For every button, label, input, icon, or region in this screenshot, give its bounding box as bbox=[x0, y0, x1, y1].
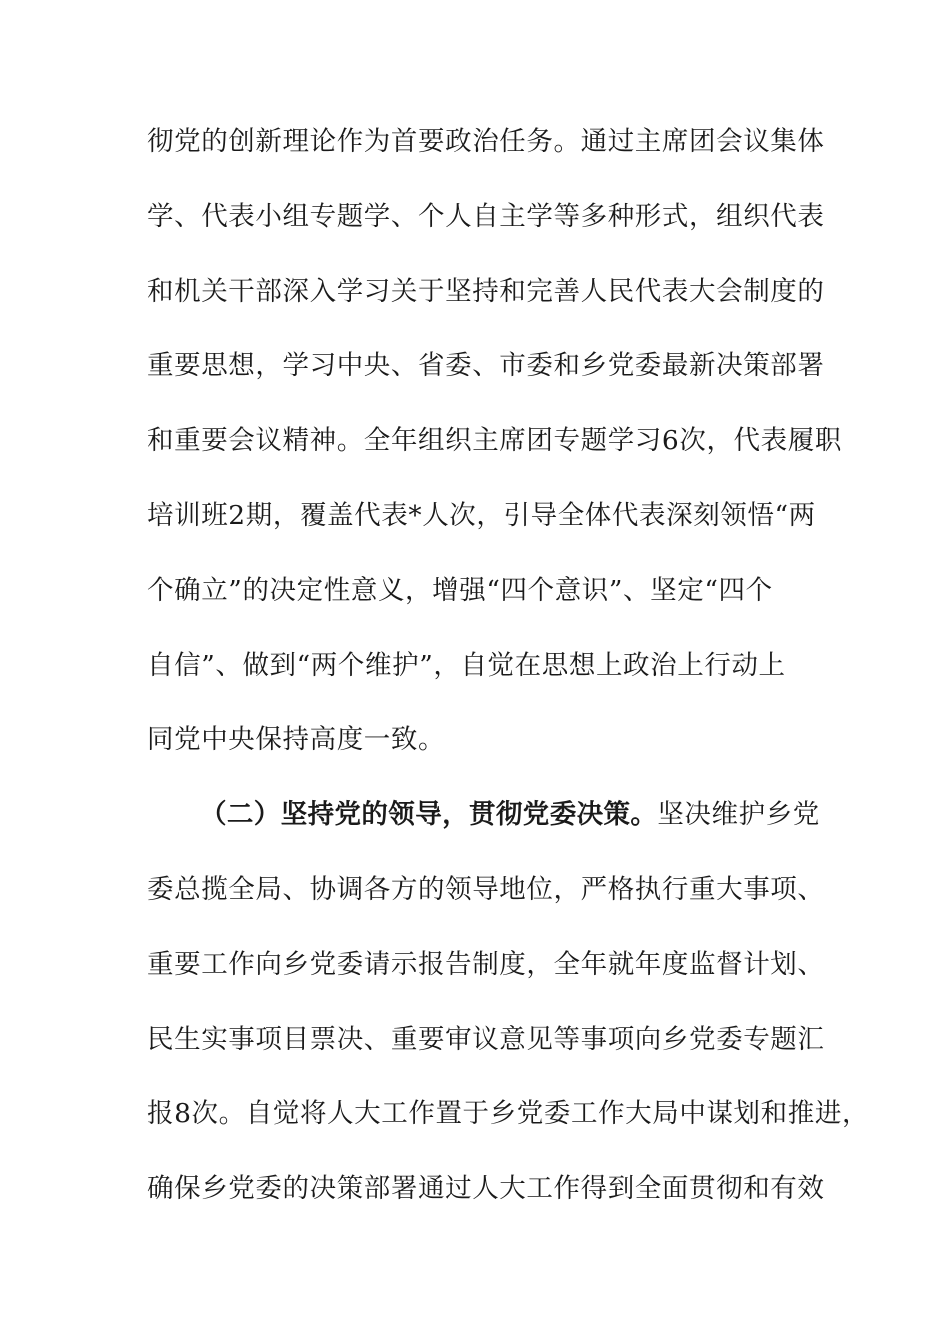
paragraph-1-line-6: 培训班2期，覆盖代表*人次，引导全体代表深刻领悟“两 bbox=[147, 500, 816, 531]
paragraph-1-line-4: 重要思想，学习中央、省委、市委和乡党委最新决策部署 bbox=[147, 350, 825, 381]
paragraph-1-line-8: 自信”、做到“两个维护”，自觉在思想上政治上行动上 bbox=[147, 650, 786, 681]
paragraph-1-line-3: 和机关干部深入学习关于坚持和完善人民代表大会制度的 bbox=[147, 276, 825, 307]
paragraph-2-first-line bbox=[200, 799, 820, 831]
paragraph-2-line-3: 重要工作向乡党委请示报告制度，全年就年度监督计划、 bbox=[147, 949, 825, 980]
section-heading: （二）坚持党的领导，贯彻党委决策。 bbox=[200, 799, 658, 830]
paragraph-1-line-5: 和重要会议精神。全年组织主席团专题学习6次，代表履职 bbox=[147, 425, 842, 456]
paragraph-2-line-5: 报8次。自觉将人大工作置于乡党委工作大局中谋划和推进， bbox=[147, 1098, 870, 1129]
paragraph-1-line-7: 个确立”的决定性意义，增强“四个意识”、坚定“四个 bbox=[147, 575, 773, 606]
paragraph-2-line-6: 确保乡党委的决策部署通过人大工作得到全面贯彻和有效 bbox=[147, 1173, 825, 1204]
paragraph-2-line-1-text: 坚决维护乡党 bbox=[657, 799, 820, 830]
paragraph-2-line-4: 民生实事项目票决、重要审议意见等事项向乡党委专题汇 bbox=[147, 1024, 825, 1055]
paragraph-1-line-2: 学、代表小组专题学、个人自主学等多种形式，组织代表 bbox=[147, 201, 825, 232]
paragraph-1-line-9: 同党中央保持高度一致。 bbox=[147, 724, 446, 755]
paragraph-1-line-1: 彻党的创新理论作为首要政治任务。通过主席团会议集体 bbox=[147, 126, 825, 157]
paragraph-2-line-2: 委总揽全局、协调各方的领导地位，严格执行重大事项、 bbox=[147, 874, 825, 905]
